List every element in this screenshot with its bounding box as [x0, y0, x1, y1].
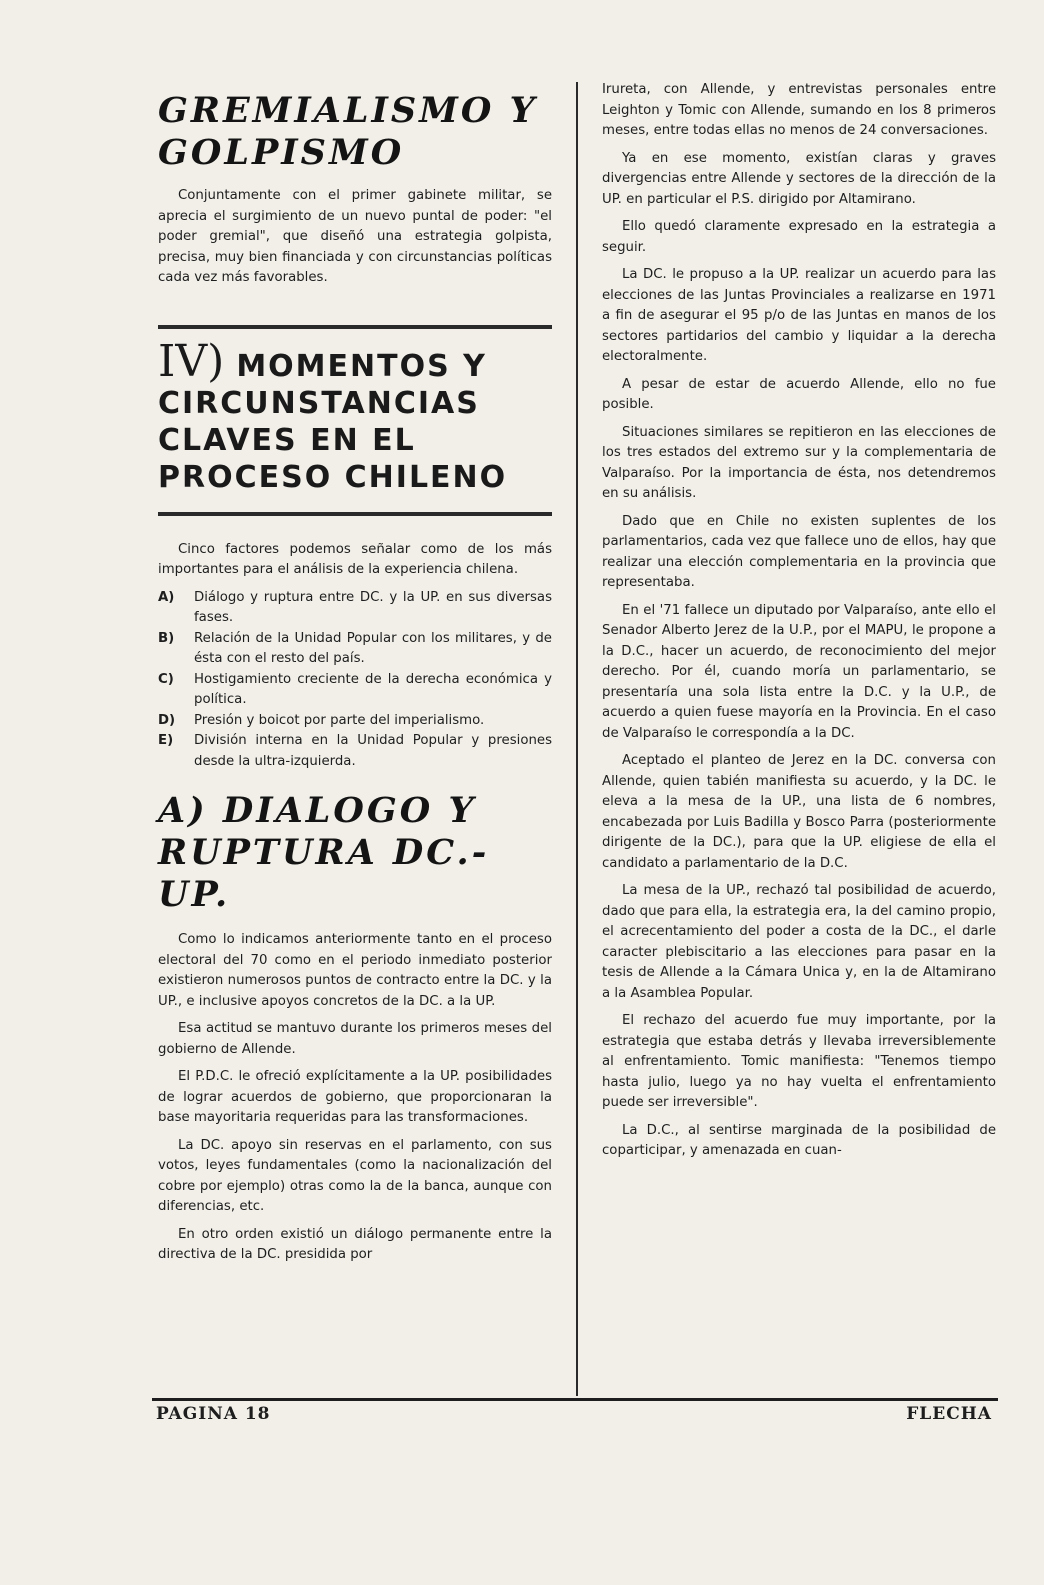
list-text: Hostigamiento creciente de la derecha económica y política. [194, 671, 552, 707]
paragraph: Aceptado el planteo de Jerez en la DC. conversa con Allende, quien tabién manifiesta su acuerdo, y la DC. le eleva a la mesa de la UP., una lista de 6 nombres, encabezada por Luis Badilla y Bosco Parra (posteriormente dirigente de la DC.), para que la UP. eligiese de ella el candidato a parlamentario de la D.C. [602, 753, 996, 871]
footer-rule [152, 1398, 998, 1401]
paragraph: Como lo indicamos anteriormente tanto en el proceso electoral del 70 como en el periodo inmediato posterior existieron numerosos puntos de contracto entre la DC. y la UP., e inclusive apoyos concretos de la DC. a la UP. [158, 932, 552, 1009]
paragraph: En el '71 fallece un diputado por Valparaíso, ante ello el Senador Alberto Jerez de la U.P., por el MAPU, le propone a la D.C., hacer un acuerdo, de reconocimiento del mejor derecho. Por él, cuando moría un parlamentario, se presentaría una sola lista entre la D.C. y la U.P., de acuerdo a quien fuese mayoría en la Provincia. En el caso de Valparaíso le correspondía a la DC. [602, 602, 996, 741]
section-title-line: MOMENTOS Y [236, 348, 487, 384]
right-column [602, 80, 996, 1169]
list-item [158, 731, 552, 772]
paragraph: En otro orden existió un diálogo permanente entre la directiva de la DC. presidida por [158, 1226, 552, 1262]
heading-line: GOLPISMO [158, 132, 405, 173]
paragraph: Irureta, con Allende, y entrevistas personales entre Leighton y Tomic con Allende, sumando en los 8 primeros meses, entre todas ellas no menos de 24 conversaciones. [602, 82, 996, 138]
section-title-line: CIRCUNSTANCIAS [158, 385, 480, 421]
list-letter: D) [158, 712, 176, 728]
list-item [158, 588, 552, 629]
section-rule-top [158, 325, 552, 329]
section-title [158, 335, 552, 496]
list-item [158, 629, 552, 670]
paragraph: La mesa de la UP., rechazó tal posibilidad de acuerdo, dado que para ella, la estrategia era, la del camino propio, el acrecentamiento del poder a costa de la DC., el darle caracter plebiscitario a las elecciones para pasar en la tesis de Allende a la Cámara Unica y, en la de Altamirano a la Asamblea Popular. [602, 883, 996, 1001]
list-letter: C) [158, 671, 174, 687]
paragraph: A pesar de estar de acuerdo Allende, ello no fue posible. [602, 376, 996, 412]
paragraph: Cinco factores podemos señalar como de los más importantes para el análisis de la experiencia chilena. [158, 541, 552, 577]
section-number: IV) [158, 335, 225, 387]
heading-dialogo-ruptura [158, 790, 552, 916]
paragraph: Conjuntamente con el primer gabinete militar, se aprecia el surgimiento de un nuevo puntal de poder: "el poder gremial", que diseñó una estrategia golpista, precisa, muy bien financiada y con circunstancias políticas cada vez más favorables. [158, 188, 552, 285]
paragraph: Ya en ese momento, existían claras y graves divergencias entre Allende y sectores de la dirección de la UP. en particular el P.S. dirigido por Altamirano. [602, 150, 996, 207]
list-letter: A) [158, 589, 175, 605]
heading-gremialismo [158, 90, 552, 174]
paragraph: Dado que en Chile no existen suplentes de los parlamentarios, cada vez que fallece uno de ellos, hay que realizar una elección complementaria en la provincia que representaba. [602, 513, 996, 590]
list-text: Diálogo y ruptura entre DC. y la UP. en sus diversas fases. [194, 589, 552, 625]
list-item [158, 711, 552, 732]
column-divider [576, 82, 578, 1396]
list-text: Presión y boicot por parte del imperialismo. [194, 712, 485, 728]
left-column [158, 90, 552, 1273]
paragraph: Esa actitud se mantuvo durante los primeros meses del gobierno de Allende. [158, 1021, 552, 1057]
list-letter: E) [158, 733, 174, 748]
section-title-line: CLAVES EN EL [158, 422, 416, 458]
paragraph: La DC. apoyo sin reservas en el parlamento, con sus votos, leyes fundamentales (como la nacionalización del cobre por ejemplo) otras como la de la banca, aunque con diferencias, etc. [158, 1137, 552, 1214]
page-number: PAGINA 18 [156, 1404, 271, 1424]
heading-line: GREMIALISMO Y [158, 90, 538, 131]
paragraph: La DC. le propuso a la UP. realizar un acuerdo para las elecciones de las Juntas Provinciales a realizarse en 1971 a fin de asegurar el 95 p/o de las Juntas en manos de los sectores partidarios del cambio y liquidar a la derecha electoralmente. [602, 267, 996, 364]
list-letter: B) [158, 630, 175, 646]
list-text: Relación de la Unidad Popular con los militares, y de ésta con el resto del país. [194, 630, 552, 666]
paragraph: Situaciones similares se repitieron en las elecciones de los tres estados del extremo sur y la complementaria de Valparaíso. Por la importancia de ésta, nos detendremos en su análisis. [602, 424, 996, 501]
section-title-line: PROCESO CHILENO [158, 459, 508, 495]
heading-line: A) DIALOGO Y [158, 790, 477, 831]
paragraph: El rechazo del acuerdo fue muy importante, por la estrategia que estaba detrás y llevaba irreversiblemente al enfrentamiento. Tomic manifiesta: "Tenemos tiempo hasta julio, luego ya no hay vuelta el enfrentamiento puede ser irreversible". [602, 1013, 996, 1110]
paragraph: Ello quedó claramente expresado en la estrategia a seguir. [602, 219, 996, 255]
paragraph: La D.C., al sentirse marginada de la posibilidad de coparticipar, y amenazada en cuan- [602, 1122, 996, 1158]
factors-list [158, 588, 552, 773]
list-item [158, 670, 552, 711]
publication-name: FLECHA [906, 1404, 992, 1424]
section-rule-bottom [158, 512, 552, 516]
heading-line: RUPTURA DC.-UP. [158, 832, 490, 915]
list-text: División interna en la Unidad Popular y presiones desde la ultra-izquierda. [194, 733, 552, 769]
paragraph: El P.D.C. le ofreció explícitamente a la UP. posibilidades de lograr acuerdos de gobierno, que proporcionaran la base mayoritaria requeridas para las transformaciones. [158, 1069, 552, 1125]
